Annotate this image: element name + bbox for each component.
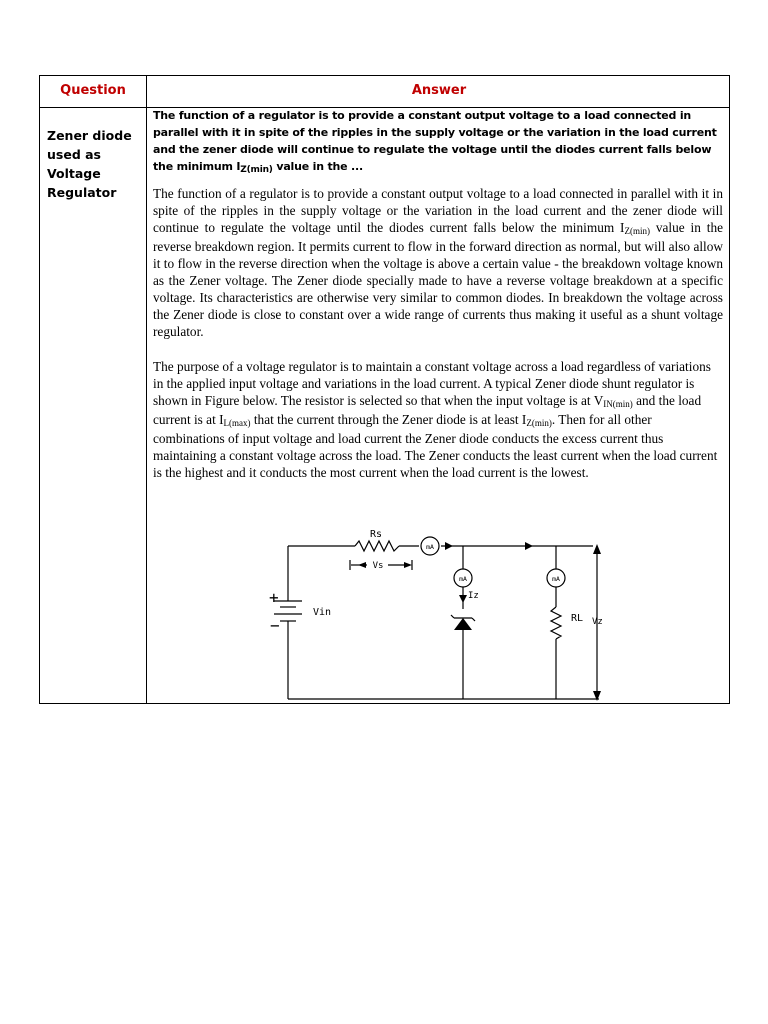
p2-sub-il: L(max) xyxy=(223,418,251,428)
rs-resistor xyxy=(355,541,399,551)
summary-subscript: Z(min) xyxy=(240,165,273,175)
p1-text-end: value in the reverse breakdown region. It permits current to flow in the forward direction as normal, but will also allow it to flow in the reverse direction when the voltage is above a certain value - the breakdown voltage known as the Zener voltage. The Zener diode specially made to have a reverse voltage breakdown at a specific voltage. Its characteristics are otherwise very similar to common diodes. In breakdown the voltage across the Zener diode is close to constant over a wide range of currents thus making it useful as a shunt voltage regulator. xyxy=(153,220,723,339)
p2-sub-vin: IN(min) xyxy=(603,399,633,409)
p2-text-d: . Then for all other combinations of input voltage and load current the Zener diode conducts the excess current thus maintaining a constant voltage across the load. The Zener conducts the least current when the load current is the highest and it conducts the most current when the load current is the lowest. xyxy=(153,412,718,480)
answer-summary xyxy=(153,107,723,177)
p2-text-c: that the current through the Zener diode is at least I xyxy=(250,412,527,427)
meter-label-load: mA xyxy=(552,575,560,583)
meter-label-series: mA xyxy=(426,543,434,551)
paragraph-1 xyxy=(153,185,723,340)
zener-triangle xyxy=(454,618,472,630)
vs-arrow-right xyxy=(404,562,412,568)
iz-label: Iz xyxy=(468,591,479,601)
p2-text-b: and the load current is at I xyxy=(153,393,702,427)
answer-cell xyxy=(153,107,723,481)
vs-label: Vs xyxy=(372,561,384,571)
plus-sign: + xyxy=(269,588,279,607)
summary-text: The function of a regulator is to provide a constant output voltage to a load connected in parallel with it in spite of the ripples in the supply voltage or the variation in the load current and the zener diode will continue to regulate the voltage until the diodes current falls below the minimum I xyxy=(153,109,717,173)
vz-arrow-up xyxy=(593,544,601,554)
p1-text: The function of a regulator is to provide a constant output voltage to a load connected in parallel with it in spite of the ripples in the supply voltage or the variation in the load current and the zener diode will continue to regulate the voltage until the diodes current falls below the minimum I xyxy=(153,186,723,235)
rl-resistor xyxy=(551,607,561,639)
vs-arrow-left xyxy=(358,562,366,568)
answer-header: Answer xyxy=(411,83,467,98)
zener-bar-hook-right xyxy=(472,618,475,621)
summary-text-end: value in the ... xyxy=(272,160,363,173)
p2-text-a: The purpose of a voltage regulator is to maintain a constant voltage across a load regardless of variations in the applied input voltage and variations in the load current. A typical Zener diode shunt regulator is shown in Figure below. The resistor is selected so that when the input voltage is at V xyxy=(153,359,711,408)
zener-regulator-circuit xyxy=(213,529,613,704)
current-arrow-1 xyxy=(445,542,453,550)
p2-sub-iz: Z(min) xyxy=(526,418,552,428)
question-header: Question xyxy=(60,83,126,98)
rl-label: RL xyxy=(571,613,584,624)
minus-sign: − xyxy=(270,616,280,635)
column-divider xyxy=(146,76,147,703)
vin-label: Vin xyxy=(313,607,332,618)
current-arrow-2 xyxy=(525,542,533,550)
p1-subscript: Z(min) xyxy=(624,226,650,236)
vz-label: Vz xyxy=(592,617,603,627)
question-cell: Zener diode used as Voltage Regulator xyxy=(47,128,132,200)
paragraph-2 xyxy=(153,358,723,481)
iz-arrow xyxy=(459,595,467,603)
zener-bar-hook-left xyxy=(451,615,454,618)
meter-label-zener: mA xyxy=(459,575,467,583)
rs-label: Rs xyxy=(369,529,383,540)
